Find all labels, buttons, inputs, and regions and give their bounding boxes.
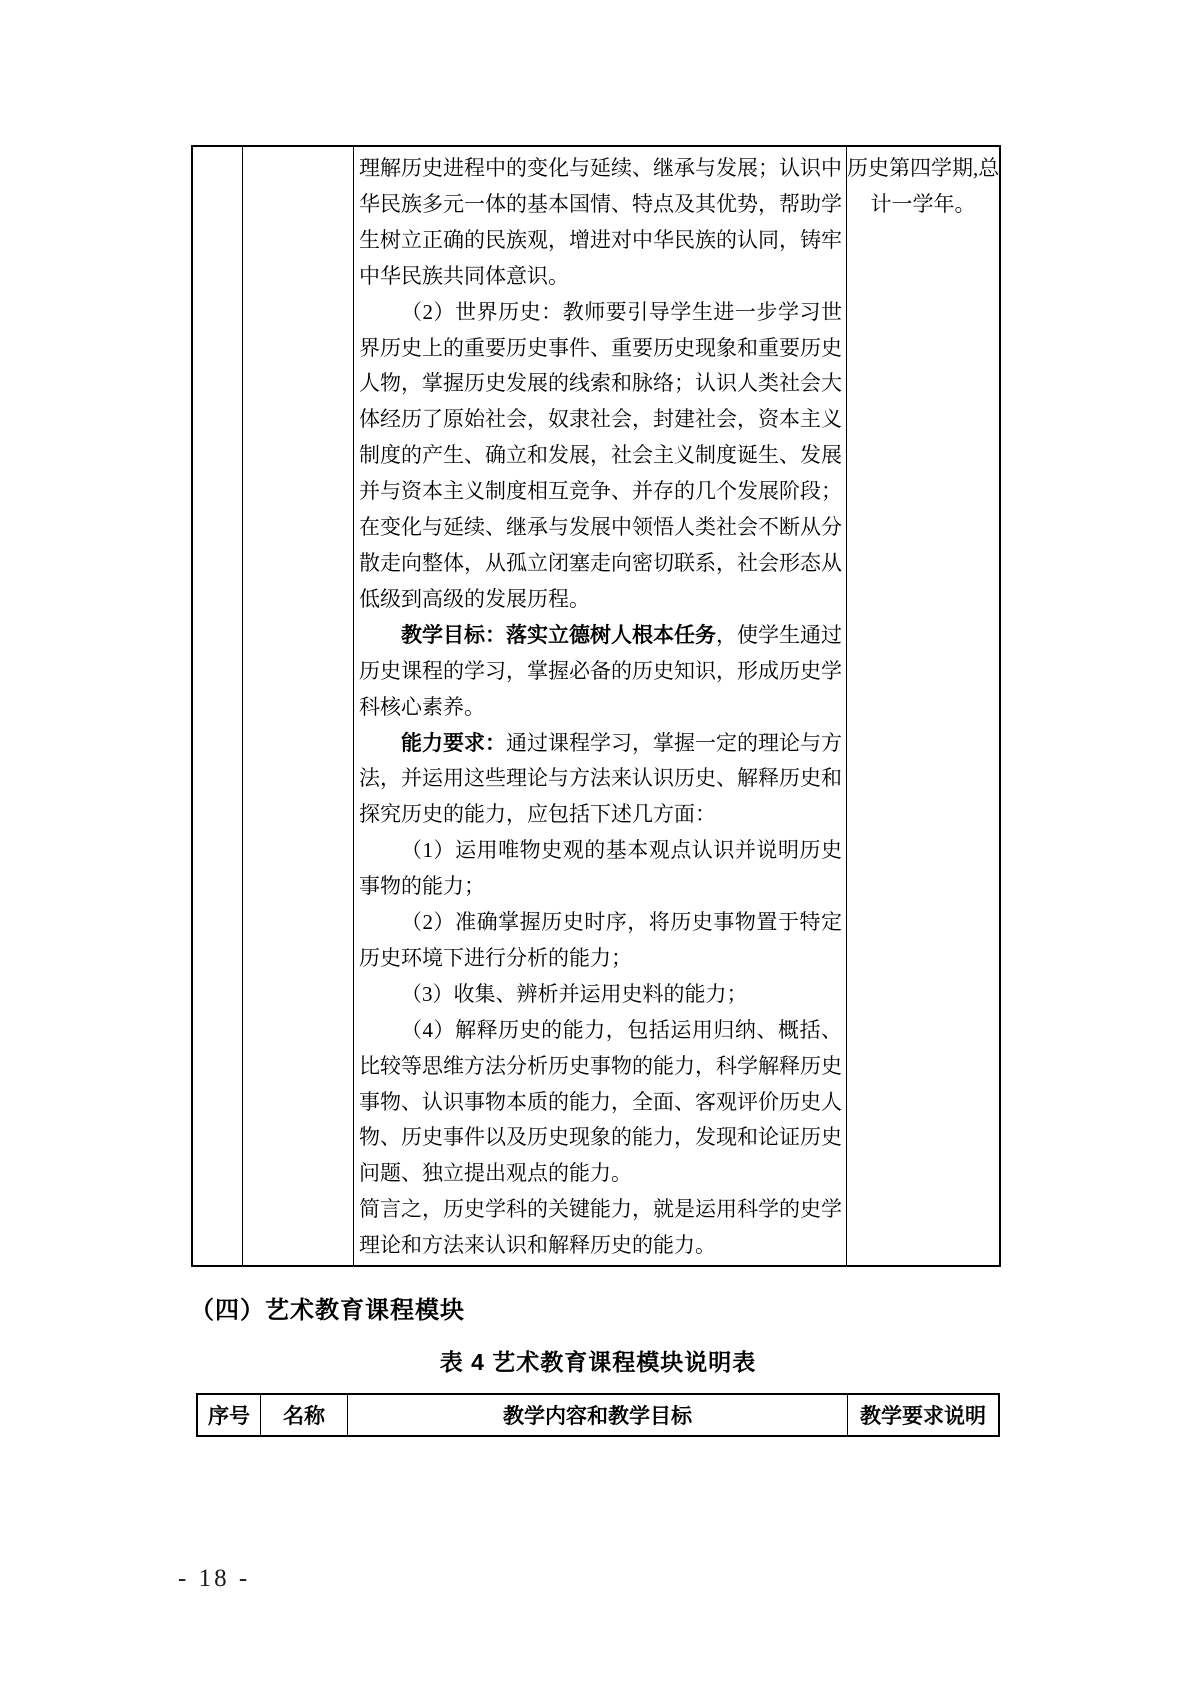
section-heading-art-module: （四）艺术教育课程模块 (190, 1297, 465, 1324)
paragraph-summary (359, 1192, 842, 1264)
teaching-goal-label: 教学目标：落实立德树人根本任务 (401, 622, 716, 647)
paragraph-ability-item-1 (359, 833, 842, 905)
paragraph-text: ，使学生通过历史课程的学习，掌握必备的历史知识，形成历史学科核心素养。 (359, 622, 842, 719)
paragraph-text: 简言之，历史学科的关键能力，就是运用科学的史学理论和方法来认识和解释历史的能力。 (359, 1197, 842, 1258)
paragraph-national-history-continued (359, 151, 842, 295)
requirement-note-line: 计一学年。 (870, 191, 976, 216)
teaching-requirement-cell (847, 147, 999, 1265)
history-module-table (191, 145, 1001, 1267)
paragraph-text: （2）准确掌握历史时序，将历史事物置于特定历史环境下进行分析的能力； (359, 910, 842, 970)
header-cell-serial-number: 序号 (198, 1395, 261, 1435)
teaching-content-cell (354, 147, 846, 1265)
art-module-table-header (196, 1393, 1000, 1437)
art-table-title: 表 4 艺术教育课程模块说明表 (439, 1349, 757, 1375)
paragraph-ability-item-4 (359, 1013, 842, 1193)
paragraph-ability-item-3 (359, 977, 842, 1013)
header-cell-content-and-goals: 教学内容和教学目标 (348, 1395, 848, 1435)
paragraph-teaching-goal (359, 618, 842, 726)
table-column-divider (242, 147, 243, 1265)
paragraph-ability-item-2 (359, 905, 842, 977)
paragraph-ability-requirement (359, 726, 842, 834)
header-cell-name: 名称 (261, 1395, 348, 1435)
paragraph-text: （1）运用唯物史观的基本观点认识并说明历史事物的能力； (359, 838, 842, 899)
requirement-note-line: 历史第四学期,总 (847, 156, 999, 180)
page-number: - 18 - (178, 1565, 251, 1592)
paragraph-text: （2）世界历史：教师要引导学生进一步学习世界历史上的重要历史事件、重要历史现象和重要历史人物，掌握历史发展的线索和脉络；认识人类社会大体经历了原始社会，奴隶社会，封建社会，资本主义制度的产生、确立和发展，社会主义制度诞生、发展并与资本主义制度相互竞争、并存的几个发展阶段；在变化与延续、继承与发展中领悟人类社会不断从分散走向整体，从孤立闭塞走向密切联系，社会形态从低级到高级的发展历程。 (359, 299, 842, 611)
paragraph-text: 通过课程学习，掌握一定的理论与方法，并运用这些理论与方法来认识历史、解释历史和探究历史的能力，应包括下述几方面： (359, 730, 842, 827)
paragraph-text: （3）收集、辨析并运用史料的能力； (401, 981, 748, 1006)
paragraph-world-history (359, 295, 842, 618)
paragraph-text: （4）解释历史的能力，包括运用归纳、概括、比较等思维方法分析历史事物的能力，科学解释历史事物、认识事物本质的能力，全面、客观评价历史人物、历史事件以及历史现象的能力，发现和论证历史问题、独立提出观点的能力。 (359, 1017, 842, 1186)
paragraph-text: 理解历史进程中的变化与延续、继承与发展；认识中华民族多元一体的基本国情、特点及其优势，帮助学生树立正确的民族观，增进对中华民族的认同，铸牢中华民族共同体意识。 (359, 156, 842, 288)
ability-requirement-label: 能力要求： (401, 730, 506, 755)
header-cell-requirement-notes: 教学要求说明 (860, 1404, 986, 1428)
